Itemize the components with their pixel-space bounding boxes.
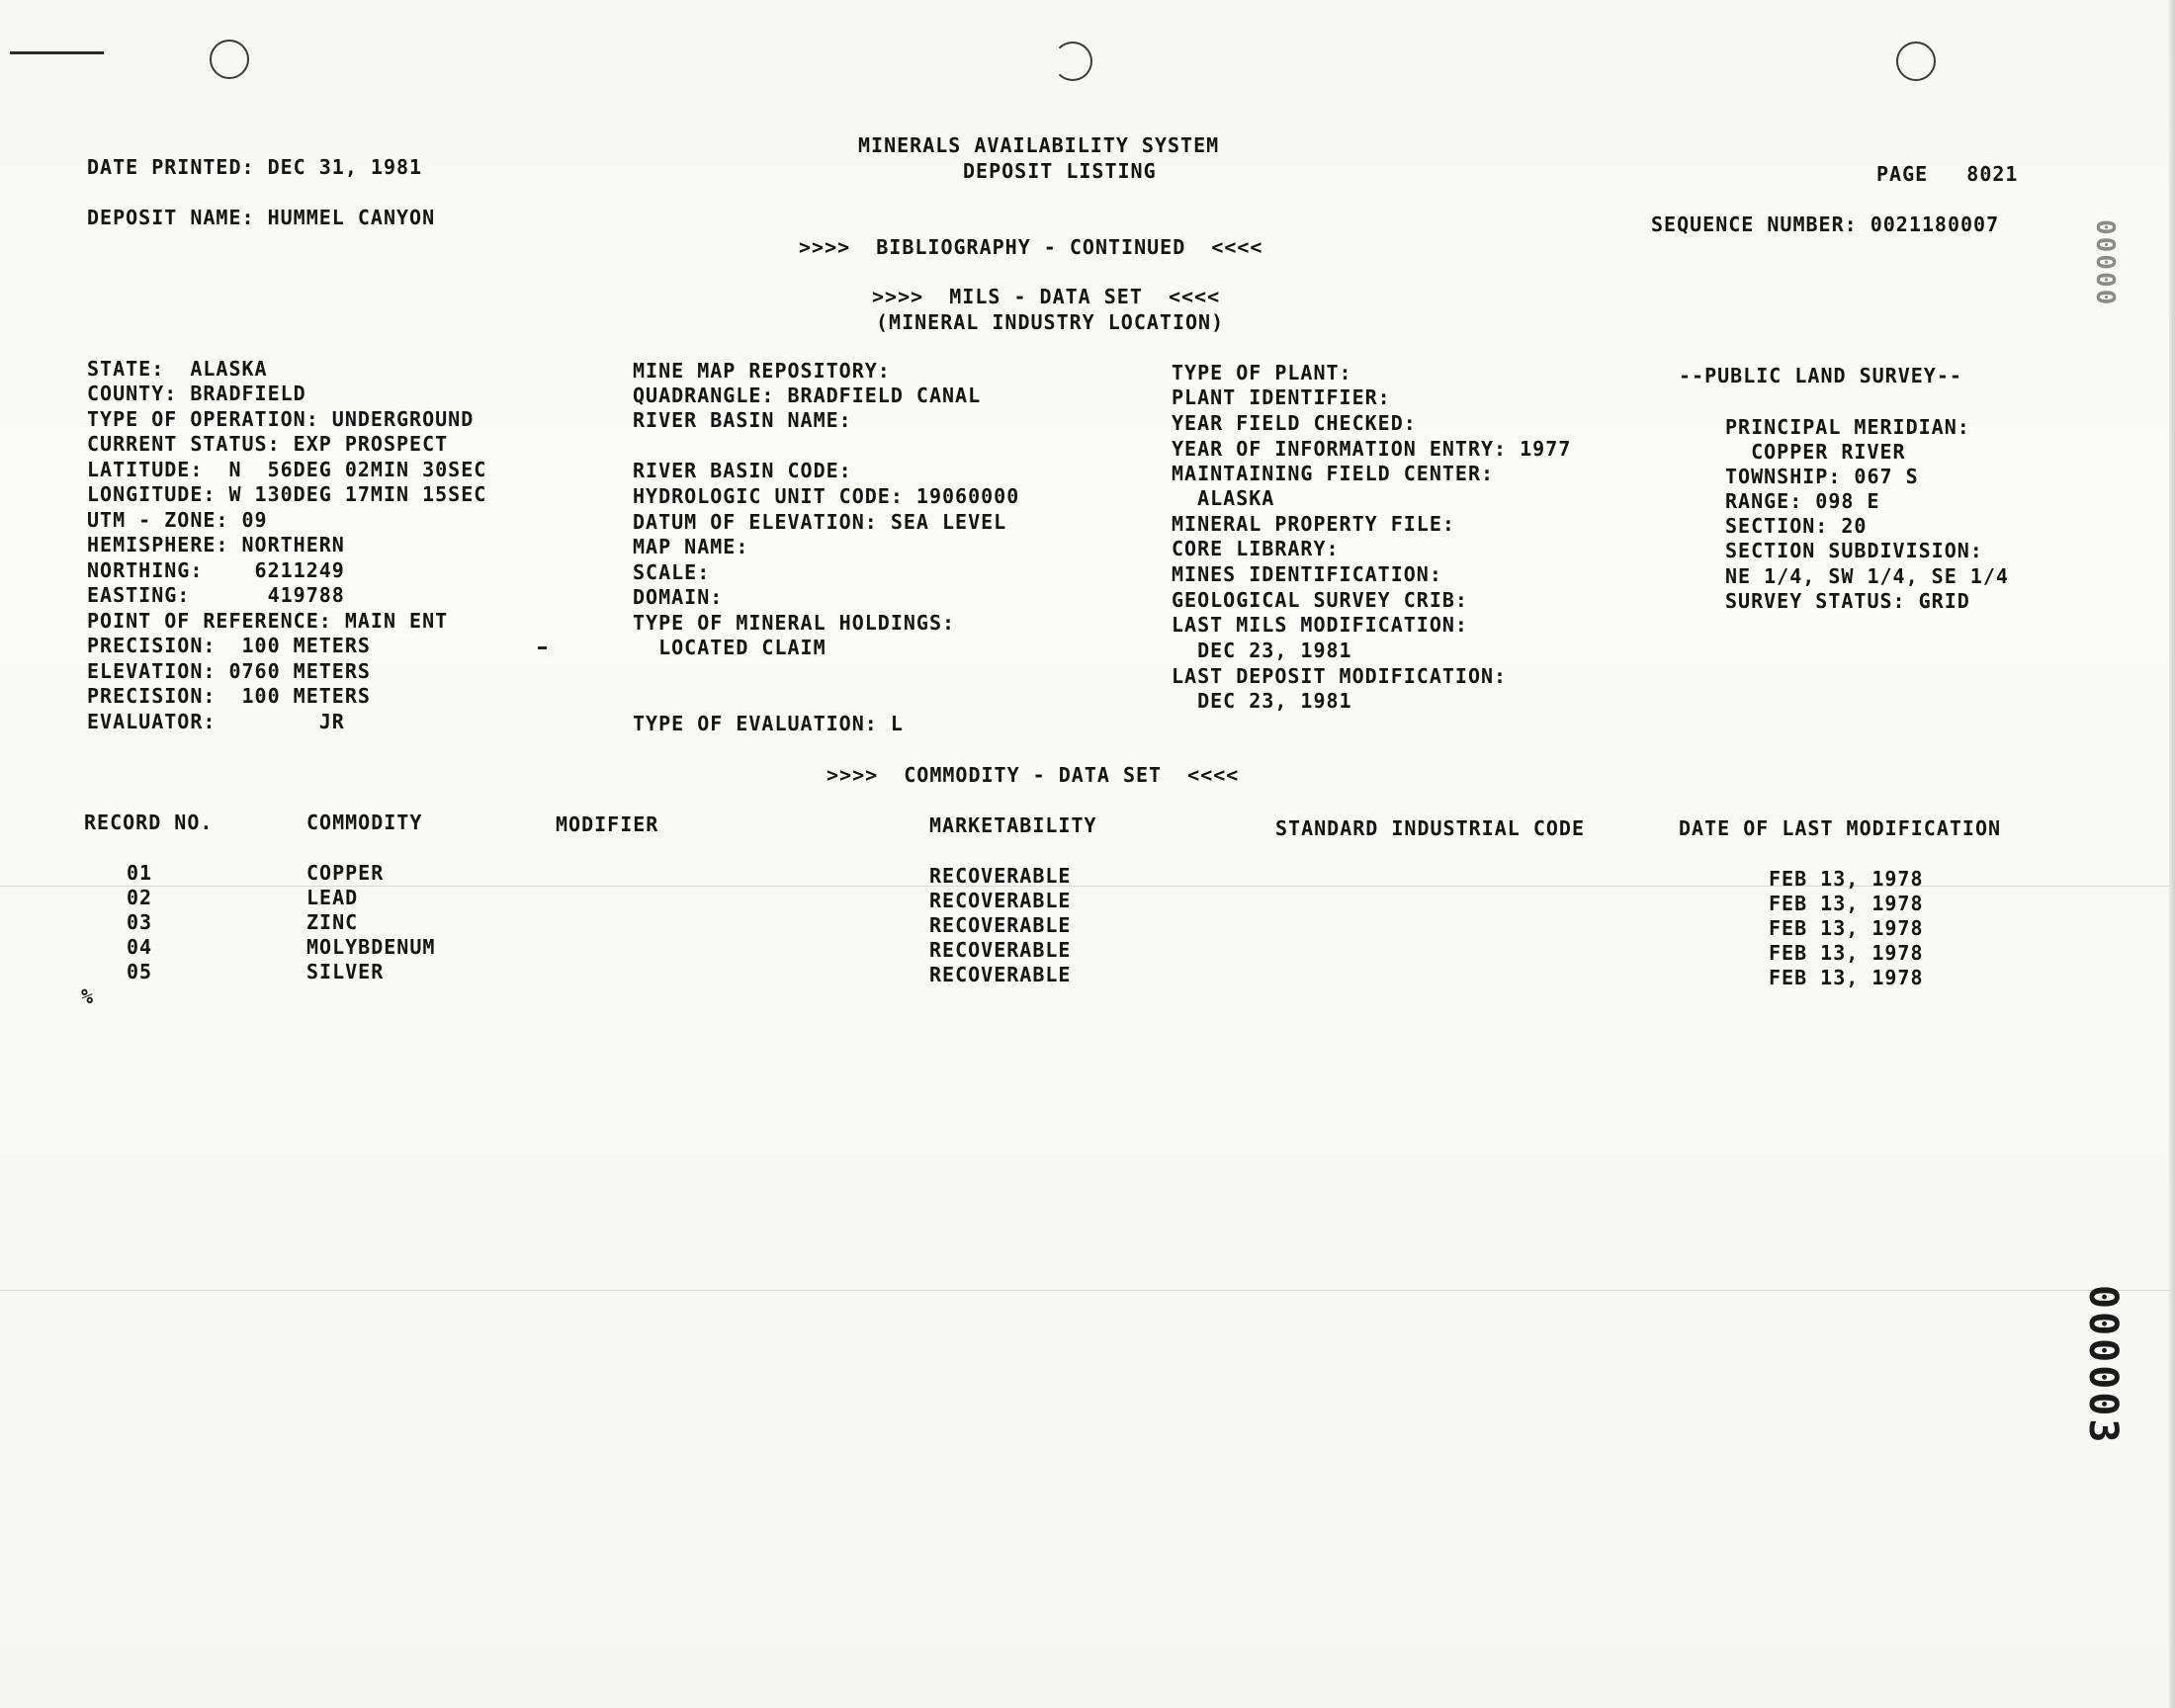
section-mils: >>>> MILS - DATA SET <<<< bbox=[872, 285, 1221, 308]
field-line: UTM - ZONE: 09 bbox=[87, 508, 268, 532]
field-line: RANGE: 098 E bbox=[1725, 489, 1880, 513]
column-header-date: DATE OF LAST MODIFICATION bbox=[1679, 816, 2002, 840]
field-line: DEC 23, 1981 bbox=[1172, 689, 1352, 713]
end-of-record-mark: % bbox=[81, 984, 95, 1008]
marketability-value: RECOVERABLE bbox=[929, 938, 1072, 962]
column-header-commodity: COMMODITY bbox=[306, 811, 423, 834]
column-header-marketability: MARKETABILITY bbox=[929, 813, 1097, 837]
field-line: MINERAL PROPERTY FILE: bbox=[1172, 512, 1455, 536]
field-line: HEMISPHERE: NORTHERN bbox=[87, 533, 345, 556]
field-line: CURRENT STATUS: EXP PROSPECT bbox=[87, 432, 449, 456]
paper-edge bbox=[2169, 0, 2175, 1708]
field-line: LOCATED CLAIM bbox=[633, 636, 826, 659]
field-line: DOMAIN: bbox=[633, 585, 724, 609]
sequence-number: SEQUENCE NUMBER: 0021180007 bbox=[1651, 213, 2000, 236]
punch-hole-middle bbox=[1053, 42, 1092, 81]
field-line: MINES IDENTIFICATION: bbox=[1172, 562, 1442, 586]
record-number: 02 bbox=[127, 886, 153, 909]
field-line: LAST DEPOSIT MODIFICATION: bbox=[1172, 664, 1508, 688]
commodity-name: SILVER bbox=[306, 960, 385, 983]
modification-date: FEB 13, 1978 bbox=[1769, 916, 1924, 940]
column-header-record: RECORD NO. bbox=[84, 811, 214, 834]
punch-hole-right bbox=[1896, 42, 1936, 81]
modification-date: FEB 13, 1978 bbox=[1769, 867, 1924, 891]
field-line: YEAR OF INFORMATION ENTRY: 1977 bbox=[1172, 437, 1572, 461]
section-bibliography: >>>> BIBLIOGRAPHY - CONTINUED <<<< bbox=[799, 235, 1263, 259]
stray-dash bbox=[538, 646, 547, 649]
field-line: DEC 23, 1981 bbox=[1172, 639, 1352, 662]
record-number: 03 bbox=[127, 910, 153, 934]
commodity-table-body bbox=[0, 862, 2175, 1000]
margin-number-top: 00000 bbox=[2090, 219, 2120, 307]
modification-date: FEB 13, 1978 bbox=[1769, 966, 1924, 989]
marketability-value: RECOVERABLE bbox=[929, 963, 1072, 986]
marketability-value: RECOVERABLE bbox=[929, 913, 1072, 937]
field-line: RIVER BASIN NAME: bbox=[633, 408, 852, 432]
field-line: MAINTAINING FIELD CENTER: bbox=[1172, 462, 1495, 485]
field-line: SCALE: bbox=[633, 560, 711, 584]
field-line: TYPE OF OPERATION: UNDERGROUND bbox=[87, 407, 475, 431]
field-line: LAST MILS MODIFICATION: bbox=[1172, 613, 1468, 637]
fold-line-lower bbox=[0, 1290, 2175, 1291]
field-line: COUNTY: BRADFIELD bbox=[87, 382, 306, 405]
field-line: SECTION SUBDIVISION: bbox=[1725, 539, 1983, 562]
field-line: MINE MAP REPOSITORY: bbox=[633, 359, 891, 383]
field-line: TYPE OF EVALUATION: L bbox=[633, 712, 904, 735]
punch-hole-left bbox=[210, 40, 249, 79]
marketability-value: RECOVERABLE bbox=[929, 864, 1072, 888]
modification-date: FEB 13, 1978 bbox=[1769, 892, 1924, 915]
field-line: SECTION: 20 bbox=[1725, 514, 1868, 538]
field-line: PRINCIPAL MERIDIAN: bbox=[1725, 415, 1970, 439]
record-number: 01 bbox=[127, 861, 153, 885]
field-line: HYDROLOGIC UNIT CODE: 19060000 bbox=[633, 484, 1020, 508]
field-line: GEOLOGICAL SURVEY CRIB: bbox=[1172, 588, 1468, 612]
commodity-name: LEAD bbox=[306, 886, 359, 909]
field-line: EASTING: 419788 bbox=[87, 583, 345, 607]
field-line: PLANT IDENTIFIER: bbox=[1172, 385, 1391, 409]
page-number: PAGE 8021 bbox=[1876, 162, 2019, 186]
field-line: STATE: ALASKA bbox=[87, 357, 268, 381]
field-line: TOWNSHIP: 067 S bbox=[1725, 465, 1919, 488]
field-line: TYPE OF MINERAL HOLDINGS: bbox=[633, 611, 956, 635]
column-header-sic: STANDARD INDUSTRIAL CODE bbox=[1275, 816, 1585, 840]
field-line: EVALUATOR: JR bbox=[87, 710, 345, 733]
margin-dash-mark bbox=[10, 51, 104, 54]
field-line: NE 1/4, SW 1/4, SE 1/4 bbox=[1725, 564, 2009, 588]
field-line: POINT OF REFERENCE: MAIN ENT bbox=[87, 609, 449, 633]
record-number: 05 bbox=[127, 960, 153, 983]
listing-title: DEPOSIT LISTING bbox=[963, 159, 1157, 183]
field-line: ALASKA bbox=[1172, 486, 1275, 510]
field-line: ELEVATION: 0760 METERS bbox=[87, 659, 371, 683]
record-number: 04 bbox=[127, 935, 153, 959]
margin-number-bottom: 000003 bbox=[2080, 1285, 2126, 1446]
field-line: CORE LIBRARY: bbox=[1172, 537, 1340, 560]
field-line: MAP NAME: bbox=[633, 535, 749, 558]
date-printed: DATE PRINTED: DEC 31, 1981 bbox=[87, 155, 423, 179]
commodity-name: MOLYBDENUM bbox=[306, 935, 436, 959]
section-mils-subtitle: (MINERAL INDUSTRY LOCATION) bbox=[876, 310, 1225, 334]
section-commodity: >>>> COMMODITY - DATA SET <<<< bbox=[826, 763, 1240, 787]
commodity-name: COPPER bbox=[306, 861, 385, 885]
field-line: PRECISION: 100 METERS bbox=[87, 634, 371, 657]
field-line: LATITUDE: N 56DEG 02MIN 30SEC bbox=[87, 458, 487, 481]
field-line: COPPER RIVER bbox=[1725, 440, 1906, 464]
marketability-value: RECOVERABLE bbox=[929, 889, 1072, 912]
modification-date: FEB 13, 1978 bbox=[1769, 941, 1924, 965]
commodity-name: ZINC bbox=[306, 910, 359, 934]
system-title: MINERALS AVAILABILITY SYSTEM bbox=[858, 133, 1220, 157]
column-header-modifier: MODIFIER bbox=[556, 812, 659, 836]
field-line: DATUM OF ELEVATION: SEA LEVEL bbox=[633, 510, 1007, 534]
field-line: QUADRANGLE: BRADFIELD CANAL bbox=[633, 384, 982, 407]
field-line: SURVEY STATUS: GRID bbox=[1725, 589, 1970, 613]
field-line: PRECISION: 100 METERS bbox=[87, 684, 371, 708]
field-line: YEAR FIELD CHECKED: bbox=[1172, 411, 1417, 435]
field-line: LONGITUDE: W 130DEG 17MIN 15SEC bbox=[87, 482, 487, 506]
field-line: NORTHING: 6211249 bbox=[87, 558, 345, 582]
field-line: RIVER BASIN CODE: bbox=[633, 459, 852, 482]
public-land-survey-title: --PUBLIC LAND SURVEY-- bbox=[1679, 364, 1962, 387]
field-line: TYPE OF PLANT: bbox=[1172, 361, 1352, 384]
deposit-name: DEPOSIT NAME: HUMMEL CANYON bbox=[87, 206, 436, 229]
